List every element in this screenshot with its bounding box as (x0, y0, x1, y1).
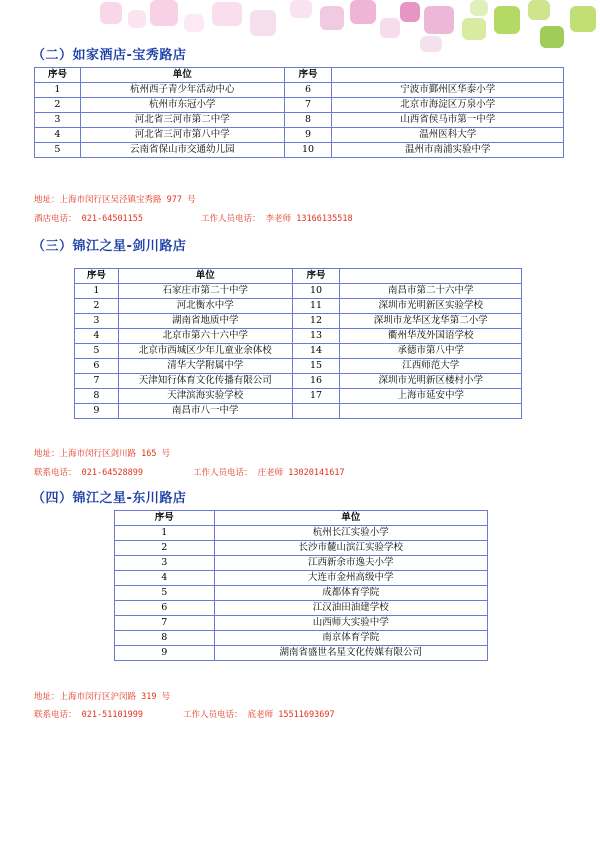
table-row (75, 359, 522, 374)
school-cell: 杭州长江实验小学 (214, 526, 487, 541)
school-cell: 湖南省盛世名星文化传媒有限公司 (214, 646, 487, 661)
index-cell: 3 (35, 113, 81, 128)
school-cell: 大连市金州高级中学 (214, 571, 487, 586)
staff-phone-text: 工作人员电话： 底老师 15511693697 (183, 710, 335, 720)
table-row (115, 586, 488, 601)
contact-line (34, 212, 353, 224)
index-cell: 5 (35, 143, 81, 158)
section-title: （二）如家酒店-宝秀路店 (32, 48, 187, 63)
header-cell: 序号 (35, 68, 81, 83)
section-title: （三）锦江之星-剑川路店 (32, 239, 187, 254)
table-row (75, 314, 522, 329)
school-cell: 杭州市东冠小学 (80, 98, 284, 113)
table-row (115, 541, 488, 556)
index-cell: 16 (292, 374, 340, 389)
school-cell: 江汉油田油建学校 (214, 601, 487, 616)
header-cell (340, 269, 522, 284)
table-row (75, 389, 522, 404)
index-cell: 6 (75, 359, 119, 374)
index-cell (292, 404, 340, 419)
header-cell: 序号 (75, 269, 119, 284)
school-cell: 南昌市八一中学 (118, 404, 292, 419)
index-cell: 11 (292, 299, 340, 314)
school-cell (340, 404, 522, 419)
school-cell: 山西师大实验中学 (214, 616, 487, 631)
table-header-row (75, 269, 522, 284)
table-row (35, 128, 564, 143)
index-cell: 2 (115, 541, 215, 556)
school-cell: 石家庄市第二十中学 (118, 284, 292, 299)
school-cell: 南昌市第二十六中学 (340, 284, 522, 299)
school-cell: 宁波市鄞州区华泰小学 (332, 83, 564, 98)
school-cell: 北京市西城区少年儿童业余体校 (118, 344, 292, 359)
table-row (115, 646, 488, 661)
index-cell: 6 (284, 83, 332, 98)
address-text: 地址：上海市闵行区剑川路 165 号 (34, 449, 171, 459)
index-cell: 17 (292, 389, 340, 404)
table-row (115, 571, 488, 586)
school-cell: 天津滨海实验学校 (118, 389, 292, 404)
index-cell: 7 (115, 616, 215, 631)
header-cell: 单位 (80, 68, 284, 83)
index-cell: 8 (75, 389, 119, 404)
index-cell: 6 (115, 601, 215, 616)
index-cell: 1 (75, 284, 119, 299)
phone-text: 酒店电话： 021-64501155 (34, 214, 144, 224)
school-cell: 山西省侯马市第一中学 (332, 113, 564, 128)
school-cell: 深圳市龙华区龙华第二小学 (340, 314, 522, 329)
index-cell: 8 (115, 631, 215, 646)
table-row (115, 526, 488, 541)
index-cell: 3 (115, 556, 215, 571)
header-cell: 单位 (214, 511, 487, 526)
header-cell: 单位 (118, 269, 292, 284)
table-row (115, 631, 488, 646)
index-cell: 2 (75, 299, 119, 314)
header-cell (332, 68, 564, 83)
school-cell: 温州医科大学 (332, 128, 564, 143)
staff-phone-text: 工作人员电话： 庄老师 13020141617 (193, 468, 345, 478)
index-cell: 7 (75, 374, 119, 389)
header-cell: 序号 (292, 269, 340, 284)
table-row (115, 616, 488, 631)
hotel-table-baoxiu (34, 67, 564, 158)
section-title: （四）锦江之星-东川路店 (32, 491, 187, 506)
hotel-table-dongchuan (114, 510, 488, 661)
school-cell: 河北省三河市第八中学 (80, 128, 284, 143)
school-cell: 深圳市光明新区楼村小学 (340, 374, 522, 389)
school-cell: 天津知行体育文化传播有限公司 (118, 374, 292, 389)
index-cell: 2 (35, 98, 81, 113)
school-cell: 温州市南浦实验中学 (332, 143, 564, 158)
staff-phone-text: 工作人员电话： 李老师 13166135518 (201, 214, 353, 224)
table-row (75, 344, 522, 359)
index-cell: 3 (75, 314, 119, 329)
index-cell: 15 (292, 359, 340, 374)
table-row (35, 143, 564, 158)
school-cell: 北京市海淀区万泉小学 (332, 98, 564, 113)
school-cell: 长沙市麓山滨江实验学校 (214, 541, 487, 556)
index-cell: 14 (292, 344, 340, 359)
index-cell: 13 (292, 329, 340, 344)
table-row (115, 556, 488, 571)
index-cell: 9 (115, 646, 215, 661)
table-header-row (115, 511, 488, 526)
table-row (115, 601, 488, 616)
table-row (75, 284, 522, 299)
school-cell: 杭州西子青少年活动中心 (80, 83, 284, 98)
index-cell: 4 (75, 329, 119, 344)
index-cell: 1 (115, 526, 215, 541)
index-cell: 10 (284, 143, 332, 158)
school-cell: 河北省三河市第二中学 (80, 113, 284, 128)
school-cell: 清华大学附属中学 (118, 359, 292, 374)
header-cell: 序号 (115, 511, 215, 526)
header-cell: 序号 (284, 68, 332, 83)
school-cell: 上海市延安中学 (340, 389, 522, 404)
index-cell: 9 (284, 128, 332, 143)
address-text: 地址：上海市闵行区沪闵路 319 号 (34, 692, 171, 702)
phone-text: 联系电话： 021-64528899 (34, 468, 144, 478)
school-cell: 成都体育学院 (214, 586, 487, 601)
index-cell: 1 (35, 83, 81, 98)
table-row (75, 299, 522, 314)
phone-text: 联系电话： 021-51101999 (34, 710, 144, 720)
index-cell: 9 (75, 404, 119, 419)
table-row (35, 98, 564, 113)
table-header-row (35, 68, 564, 83)
school-cell: 衢州华茂外国语学校 (340, 329, 522, 344)
school-cell: 江西新余市逸夫小学 (214, 556, 487, 571)
school-cell: 深圳市光明新区实验学校 (340, 299, 522, 314)
contact-line (34, 466, 345, 478)
index-cell: 7 (284, 98, 332, 113)
index-cell: 12 (292, 314, 340, 329)
hotel-table-jianchuan (74, 268, 522, 419)
table-row (35, 83, 564, 98)
index-cell: 8 (284, 113, 332, 128)
index-cell: 5 (115, 586, 215, 601)
school-cell: 湖南省地质中学 (118, 314, 292, 329)
school-cell: 云南省保山市交通幼儿园 (80, 143, 284, 158)
index-cell: 10 (292, 284, 340, 299)
contact-line (34, 708, 335, 720)
table-row (75, 404, 522, 419)
table-row (35, 113, 564, 128)
school-cell: 河北衡水中学 (118, 299, 292, 314)
index-cell: 5 (75, 344, 119, 359)
address-text: 地址：上海市闵行区吴泾镇宝秀路 977 号 (34, 195, 196, 205)
school-cell: 南京体育学院 (214, 631, 487, 646)
school-cell: 承德市第八中学 (340, 344, 522, 359)
school-cell: 江西师范大学 (340, 359, 522, 374)
school-cell: 北京市第六十六中学 (118, 329, 292, 344)
index-cell: 4 (35, 128, 81, 143)
index-cell: 4 (115, 571, 215, 586)
table-row (75, 329, 522, 344)
table-row (75, 374, 522, 389)
